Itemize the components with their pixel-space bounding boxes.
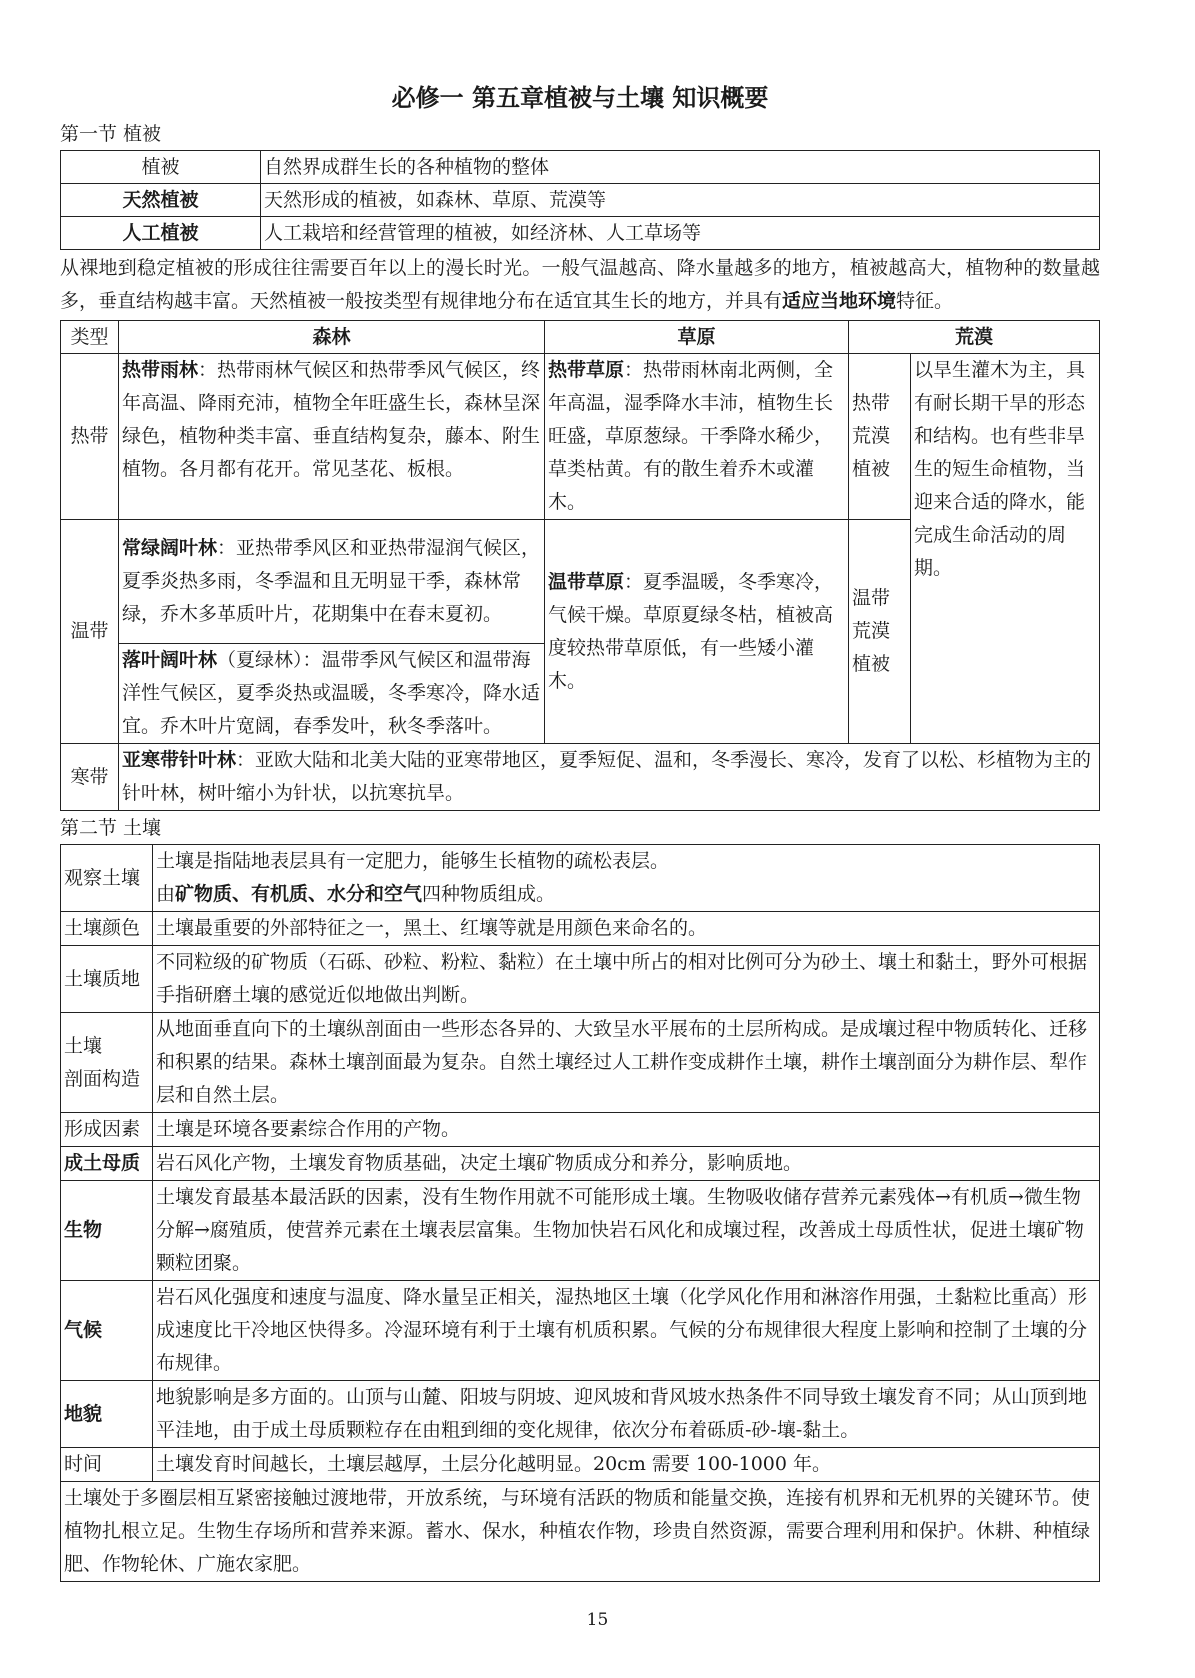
table-row [61,354,1100,520]
paragraph-text: 从裸地到稳定植被的形成往往需要百年以上的漫长时光。一般气温越高、降水量越多的地方，植被越高大，植物种的数量越多，垂直结构越丰富。天然植被一般按类型有规律地分布在适宜其生长的地方，并具有 [60,257,1100,312]
soil-text: 岩石风化产物，土壤发育物质基础，决定土壤矿物质成分和养分，影响质地。 [153,1147,1100,1181]
soil-label: 成土母质 [61,1147,153,1181]
table-header-row [61,321,1100,354]
soil-label: 土壤颜色 [61,912,153,946]
header-type: 类型 [61,321,119,354]
header-grassland: 草原 [545,321,849,354]
soil-text: 土壤发育时间越长，土壤层越厚，土层分化越明显。20cm 需要 100-1000 年。 [153,1448,1100,1482]
cell-text: ：亚热带季风区和亚热带湿润气候区，夏季炎热多雨，冬季温和且无明显干季，森林常绿，乔木多革质叶片，花期集中在春末夏初。 [122,537,541,625]
document-page [60,78,1100,1582]
term-cell: 植被 [61,151,261,184]
paragraph-emphasis: 适应当地环境 [782,290,897,312]
tropical-grassland-cell [545,354,849,520]
soil-label: 生物 [61,1181,153,1281]
soil-label: 时间 [61,1448,153,1482]
term-cell: 天然植被 [61,184,261,217]
paragraph-text: 特征。 [896,290,954,312]
cell-term: 热带雨林 [122,359,199,381]
temperate-grassland-cell [545,520,849,744]
cell-text: ：夏季温暖，冬季寒冷，气候干燥。草原夏绿冬枯，植被高度较热带草原低，有一些矮小灌木。 [548,570,834,692]
observe-line-2 [156,878,1096,911]
definition-cell: 人工栽培和经营管理的植被，如经济林、人工草场等 [261,217,1100,250]
section-2-title: 第二节 土壤 [60,817,162,839]
cell-term: 温带草原 [548,570,625,593]
header-desert: 荒漠 [849,321,1100,354]
soil-summary-table [60,1482,1100,1582]
vegetation-types-table [60,320,1100,811]
table-row [61,217,1100,250]
table-row [61,1147,1100,1181]
cell-text: ：热带雨林南北两侧，全年高温，湿季降水丰沛，植物生长旺盛，草原葱绿。干季降水稀少，草类枯黄。有的散生着乔木或灌木。 [548,359,834,513]
soil-text: 土壤发育最基本最活跃的因素，没有生物作用就不可能形成土壤。生物吸收储存营养元素残体→有机质→微生物分解→腐殖质，使营养元素在土壤表层富集。生物加快岩石风化和成壤过程，改善成土母质性状，促进土壤矿物颗粒团聚。 [153,1181,1100,1281]
zone-temperate: 温带 [61,520,119,744]
deciduous-forest-cell [119,644,545,744]
table-row [61,946,1100,1013]
vegetation-paragraph [60,252,1100,318]
soil-label: 土壤质地 [61,946,153,1013]
table-row [61,184,1100,217]
soil-text: 土壤最重要的外部特征之一，黑土、红壤等就是用颜色来命名的。 [153,912,1100,946]
tropical-forest-cell [119,354,545,520]
zone-cold: 寒带 [61,744,119,811]
soil-label: 气候 [61,1281,153,1381]
line-text: 由 [156,883,176,905]
definition-cell: 自然界成群生长的各种植物的整体 [261,151,1100,184]
temperate-desert-cell: 温带荒漠植被 [849,520,911,744]
page-number: 15 [586,1610,609,1630]
evergreen-forest-cell [119,520,545,644]
cold-forest-cell [119,744,1100,811]
tropical-desert-cell: 热带荒漠植被 [849,354,911,520]
table-row [61,1281,1100,1381]
definition-cell: 天然形成的植被，如森林、草原、荒漠等 [261,184,1100,217]
cell-text: （夏绿林）：温带季风气候区和温带海洋性气候区，夏季炎热或温暖，冬季寒冷，降水适宜。乔木叶片宽阔，春季发叶，秋冬季落叶。 [122,649,541,737]
cell-term: 亚寒带针叶林 [122,749,237,771]
line-text: 四种物质组成。 [422,883,556,905]
observe-line-1: 土壤是指陆地表层具有一定肥力，能够生长植物的疏松表层。 [156,850,670,872]
table-row [61,1181,1100,1281]
zone-tropical: 热带 [61,354,119,520]
soil-table [60,844,1100,1482]
table-row [61,1381,1100,1448]
soil-text [153,845,1100,912]
header-forest: 森林 [119,321,545,354]
table-row [61,1013,1100,1113]
soil-text: 岩石风化强度和速度与温度、降水量呈正相关，湿热地区土壤（化学风化作用和淋溶作用强，土黏粒比重高）形成速度比干冷地区快得多。冷湿环境有利于土壤有机质积累。气候的分布规律很大程度上影响和控制了土壤的分布规律。 [153,1281,1100,1381]
table-row [61,744,1100,811]
line-emphasis: 矿物质、有机质、水分和空气 [175,883,423,905]
soil-label: 形成因素 [61,1113,153,1147]
soil-text: 土壤是环境各要素综合作用的产物。 [153,1113,1100,1147]
document-title: 必修一 第五章植被与土壤 知识概要 [391,83,769,112]
soil-label [61,1013,153,1113]
soil-label: 地貌 [61,1381,153,1448]
table-row [61,1482,1100,1582]
cell-term: 落叶阔叶林 [122,649,218,671]
soil-text: 地貌影响是多方面的。山顶与山麓、阳坡与阴坡、迎风坡和背风坡水热条件不同导致土壤发育不同；从山顶到地平洼地，由于成土母质颗粒存在由粗到细的变化规律，依次分布着砾质-砂-壤-黏土。 [153,1381,1100,1448]
cell-text: ：亚欧大陆和北美大陆的亚寒带地区，夏季短促、温和，冬季漫长、寒冷，发育了以松、杉植物为主的针叶林，树叶缩小为针状，以抗寒抗旱。 [122,749,1092,804]
term-cell: 人工植被 [61,217,261,250]
label-line-1: 土壤 [64,1034,103,1057]
table-row [61,845,1100,912]
soil-text: 不同粒级的矿物质（石砾、砂粒、粉粒、黏粒）在土壤中所占的相对比例可分为砂土、壤土和黏土，野外可根据手指研磨土壤的感觉近似地做出判断。 [153,946,1100,1013]
table-row [61,151,1100,184]
table-row [61,912,1100,946]
table-row [61,1448,1100,1482]
cell-term: 常绿阔叶林 [122,537,218,559]
vegetation-definitions-table [60,150,1100,250]
soil-summary: 土壤处于多圈层相互紧密接触过渡地带，开放系统，与环境有活跃的物质和能量交换，连接有机界和无机界的关键环节。使植物扎根立足。生物生存场所和营养来源。蓄水、保水，种植农作物，珍贵自然资源，需要合理利用和保护。休耕、种植绿肥、作物轮休、广施农家肥。 [61,1482,1100,1582]
section-1-title: 第一节 植被 [60,123,162,145]
cell-term: 热带草原 [548,359,625,381]
table-row [61,1113,1100,1147]
label-line-2: 剖面构造 [64,1067,141,1090]
soil-label: 观察土壤 [61,845,153,912]
cell-text: ：热带雨林气候区和热带季风气候区，终年高温、降雨充沛，植物全年旺盛生长，森林呈深绿色，植物种类丰富、垂直结构复杂，藤本、附生植物。各月都有花开。常见茎花、板根。 [122,359,541,480]
desert-description-cell: 以旱生灌木为主，具有耐长期干旱的形态和结构。也有些非旱生的短生命植物，当迎来合适的降水，能完成生命活动的周期。 [911,354,1100,744]
soil-text: 从地面垂直向下的土壤纵剖面由一些形态各异的、大致呈水平展布的土层所构成。是成壤过程中物质转化、迁移和积累的结果。森林土壤剖面最为复杂。自然土壤经过人工耕作变成耕作土壤，耕作土壤剖面分为耕作层、犁作层和自然土层。 [153,1013,1100,1113]
